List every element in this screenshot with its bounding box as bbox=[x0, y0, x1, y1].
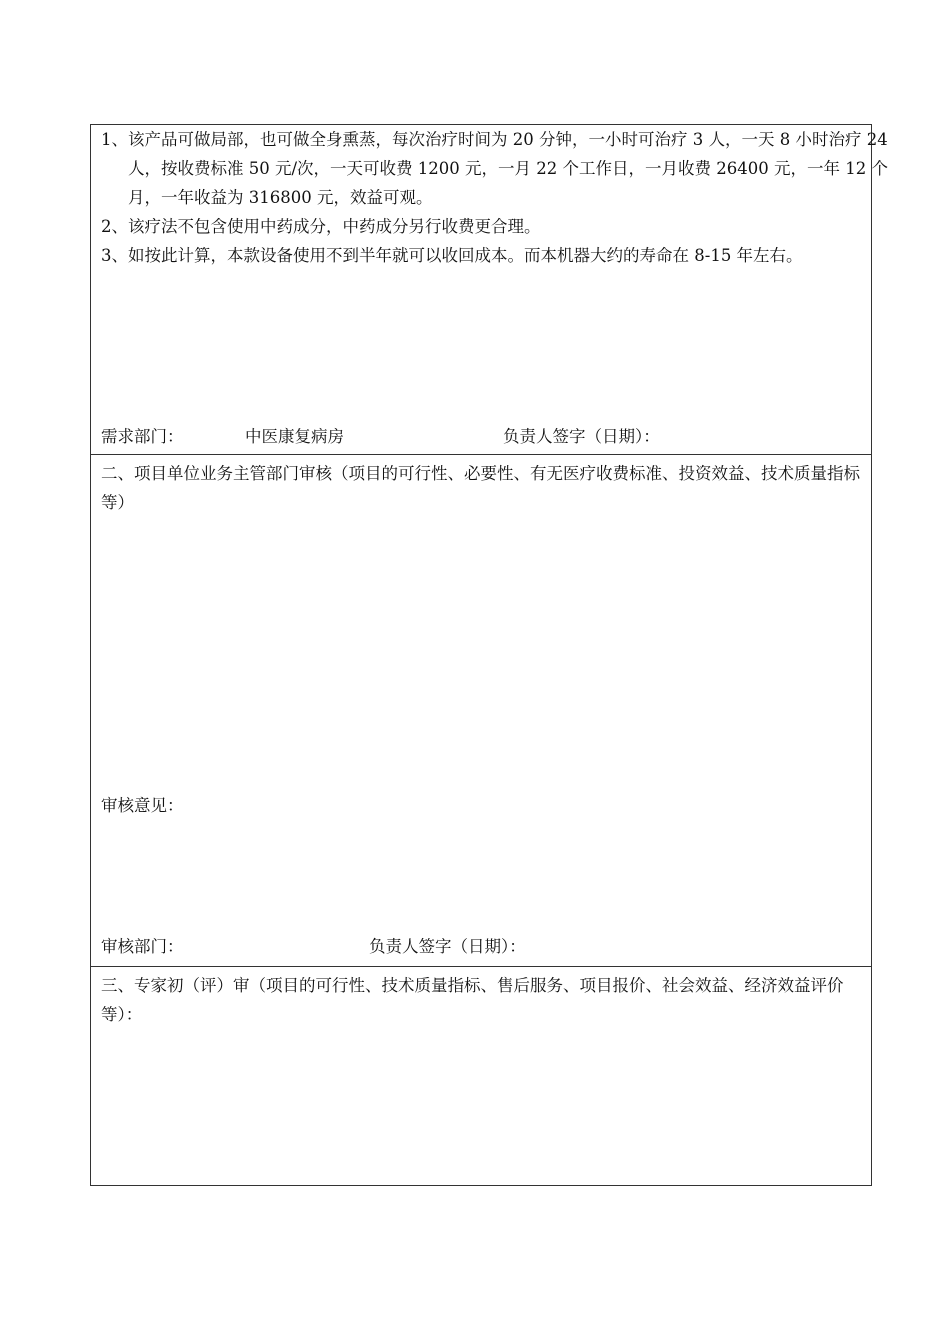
dept-review-section bbox=[91, 455, 871, 967]
demand-section bbox=[91, 125, 888, 455]
expert-review-section bbox=[91, 967, 871, 1185]
review-opinion-label: 审核意见： bbox=[101, 796, 184, 815]
expert-review-heading: 三、专家初（评）审（项目的可行性、技术质量指标、售后服务、项目报价、社会效益、经济效益评价等）： bbox=[101, 976, 844, 1024]
review-dept-label: 审核部门： bbox=[101, 937, 184, 956]
benefit-item-2: 2、该疗法不包含使用中药成分，中药成分另行收费更合理。 bbox=[101, 217, 541, 236]
demand-signature-label: 负责人签字（日期）： bbox=[503, 427, 660, 446]
review-form-table bbox=[90, 124, 888, 1186]
demand-dept-value: 中医康复病房 bbox=[245, 427, 344, 446]
demand-dept-label: 需求部门： bbox=[101, 427, 184, 446]
dept-review-heading: 二、项目单位业务主管部门审核（项目的可行性、必要性、有无医疗收费标准、投资效益、技术质量指标等） bbox=[101, 464, 860, 512]
review-signature-label: 负责人签字（日期）： bbox=[369, 937, 526, 956]
benefit-item-3: 3、如按此计算，本款设备使用不到半年就可以收回成本。而本机器大约的寿命在 8-15 年左右。 bbox=[101, 246, 803, 265]
benefit-item-1: 1、该产品可做局部，也可做全身熏蒸，每次治疗时间为 20 分钟，一小时可治疗 3 人，一天 8 小时治疗 24 人，按收费标准 50 元/次，一天可收费 1200 元，一月 22 个工作日，一月收费 26400 元，一年 12 个月，一年收益为 316800 元，效益可观。 bbox=[101, 130, 888, 207]
